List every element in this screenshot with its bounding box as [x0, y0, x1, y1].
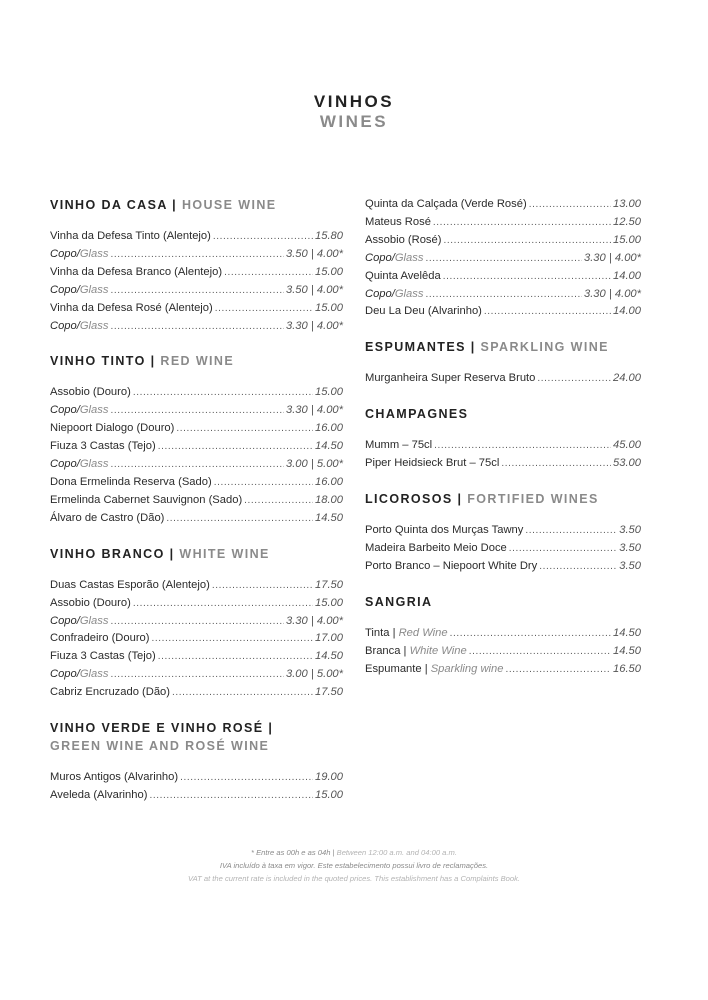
title-pt: VINHOS	[313, 92, 395, 111]
item-name: Mumm – 75cl	[365, 439, 433, 452]
dot-leader	[133, 595, 313, 613]
dot-leader	[509, 540, 617, 558]
menu-item	[50, 228, 343, 246]
item-price: 3.30 | 4.00*	[285, 319, 343, 332]
item-name	[50, 456, 108, 474]
dot-leader	[110, 318, 284, 336]
menu-item	[50, 438, 343, 456]
item-name: Duas Castas Esporão (Alentejo)	[50, 578, 210, 591]
menu-item	[365, 370, 641, 388]
menu-item	[50, 474, 343, 492]
menu-item	[365, 437, 641, 455]
item-name-en: Red Wine	[398, 626, 448, 639]
dot-leader	[501, 455, 611, 473]
item-price: 15.00	[315, 596, 343, 609]
menu-item	[365, 268, 641, 286]
section-title-pt: LICOROSOS	[365, 492, 453, 507]
section-title-pt: VINHO DA CASA	[50, 198, 168, 212]
item-name-pt: Espumante |	[365, 662, 431, 675]
dot-leader	[539, 558, 617, 576]
menu-section	[365, 593, 641, 679]
menu-item	[50, 456, 343, 474]
item-name	[50, 613, 108, 631]
menu-item	[365, 522, 641, 540]
dot-leader	[176, 420, 313, 438]
menu-item	[50, 510, 343, 528]
item-price: 17.50	[315, 686, 343, 699]
menu-section	[50, 545, 343, 702]
footnote-hours-pt: * Entre as 00h e as 04h |	[251, 848, 335, 857]
item-list	[365, 196, 641, 321]
menu-item	[50, 282, 343, 300]
dot-leader	[224, 264, 313, 282]
item-name: Álvaro de Castro (Dão)	[50, 511, 165, 524]
item-price: 14.50	[613, 626, 641, 639]
menu-section	[50, 719, 343, 805]
item-name-en: Glass	[394, 287, 424, 300]
section-title-pt: VINHO TINTO	[50, 354, 146, 369]
item-price: 15.80	[315, 230, 343, 242]
menu-item	[50, 264, 343, 282]
item-price: 45.00	[613, 439, 641, 452]
item-name-en: Sparkling wine	[430, 662, 504, 675]
menu-item	[50, 246, 343, 264]
menu-item	[365, 625, 641, 643]
item-price: 15.00	[613, 233, 641, 246]
menu-item	[50, 648, 343, 666]
dot-leader	[213, 228, 313, 246]
section-title-pt: VINHO BRANCO	[50, 546, 165, 561]
menu-item	[365, 558, 641, 576]
item-name: Quinta Avelêda	[365, 269, 441, 282]
item-name: Assobio (Douro)	[50, 386, 131, 399]
section-title-en: WHITE WINE	[179, 546, 270, 561]
item-name: Fiuza 3 Castas (Tejo)	[50, 440, 156, 453]
dot-leader	[450, 625, 611, 643]
item-name-en: Glass	[79, 283, 109, 296]
item-price: 3.50 | 4.00*	[285, 283, 343, 296]
item-name: Vinha da Defesa Tinto (Alentejo)	[50, 230, 211, 242]
item-price: 16.00	[315, 475, 343, 488]
item-price: 13.00	[613, 198, 641, 210]
dot-leader	[110, 666, 284, 684]
menu-section	[50, 196, 343, 335]
menu-section	[365, 490, 641, 576]
menu-item	[50, 613, 343, 631]
footnote	[0, 846, 708, 885]
dot-leader	[110, 402, 284, 420]
item-name: Ermelinda Cabernet Sauvignon (Sado)	[50, 493, 243, 506]
footnote-line-3: VAT at the current rate is included in the quoted prices. This establishment has a Complaints Book.	[187, 874, 521, 883]
section-title-separator: |	[452, 492, 468, 507]
item-price: 3.00 | 5.00*	[285, 668, 343, 681]
item-price: 3.00 | 5.00*	[285, 458, 343, 471]
dot-leader	[110, 456, 284, 474]
menu-item	[50, 630, 343, 648]
item-price: 15.00	[315, 386, 343, 399]
item-name-pt: Branca |	[365, 644, 410, 657]
item-name-en: Glass	[79, 458, 109, 471]
dot-leader	[433, 214, 611, 232]
title-en: WINES	[319, 112, 389, 131]
dot-leader	[443, 268, 611, 286]
item-name	[365, 661, 503, 679]
item-name-en: Glass	[79, 319, 109, 332]
item-name-pt: Copo/	[50, 319, 80, 332]
menu-item	[365, 214, 641, 232]
section-heading	[50, 352, 343, 370]
page-title	[0, 92, 708, 132]
dot-leader	[152, 630, 314, 648]
menu-section	[365, 338, 641, 388]
menu-item	[365, 661, 641, 679]
item-name-pt: Tinta |	[365, 626, 399, 639]
dot-leader	[425, 250, 582, 268]
item-price: 24.00	[613, 372, 641, 385]
dot-leader	[214, 474, 313, 492]
item-price: 19.00	[315, 771, 343, 784]
item-name-en: White Wine	[409, 644, 467, 657]
dot-leader	[180, 769, 313, 787]
item-list	[50, 577, 343, 702]
dot-leader	[215, 300, 313, 318]
item-list	[365, 625, 641, 679]
item-name-pt: Copo/	[365, 287, 395, 300]
dot-leader	[537, 370, 611, 388]
menu-item	[50, 577, 343, 595]
item-name: Mateus Rosé	[365, 215, 431, 228]
item-name: Confradeiro (Douro)	[50, 632, 150, 645]
menu-item	[50, 300, 343, 318]
item-name: Vinha da Defesa Branco (Alentejo)	[50, 265, 223, 278]
section-title-en: FORTIFIED WINES	[467, 492, 599, 507]
item-name-en: Glass	[79, 668, 109, 681]
section-heading	[365, 593, 641, 611]
item-price: 15.00	[315, 265, 343, 278]
item-name: Assobio (Douro)	[50, 596, 131, 609]
dot-leader	[505, 661, 611, 679]
item-name: Piper Heidsieck Brut – 75cl	[365, 457, 500, 470]
item-name-pt: Copo/	[50, 614, 80, 627]
item-price: 14.00	[613, 305, 641, 318]
dot-leader	[529, 196, 611, 214]
dot-leader	[133, 384, 313, 402]
dot-leader	[425, 286, 582, 304]
item-name	[50, 666, 108, 684]
section-heading	[50, 719, 343, 755]
item-name-en: Glass	[79, 247, 109, 260]
dot-leader	[158, 648, 313, 666]
item-name	[50, 282, 108, 300]
menu-section	[50, 352, 343, 527]
menu-section	[365, 405, 641, 473]
section-title-pt: ESPUMANTES	[365, 340, 466, 355]
item-name	[50, 318, 108, 336]
footnote-hours-en: Between 12:00 a.m. and 04:00 a.m.	[336, 848, 457, 857]
item-list	[365, 370, 641, 388]
dot-leader	[166, 510, 313, 528]
item-name: Assobio (Rosé)	[365, 233, 442, 246]
item-price: 3.30 | 4.00*	[285, 614, 343, 627]
item-list	[50, 384, 343, 527]
left-column	[50, 196, 343, 822]
section-title-pt: VINHO VERDE E VINHO ROSÉ |	[50, 721, 274, 736]
item-price: 3.30 | 4.00*	[285, 404, 343, 417]
item-name-en: Glass	[394, 251, 424, 264]
item-name-pt: Copo/	[365, 251, 395, 264]
item-list	[365, 437, 641, 473]
item-name: Deu La Deu (Alvarinho)	[365, 305, 482, 318]
item-name: Cabriz Encruzado (Dão)	[50, 686, 171, 699]
section-title-en: HOUSE WINE	[181, 198, 277, 212]
menu-item	[50, 492, 343, 510]
dot-leader	[212, 577, 313, 595]
item-name	[365, 625, 448, 643]
dot-leader	[469, 643, 611, 661]
item-price: 16.50	[613, 662, 641, 675]
item-price: 3.50	[619, 524, 641, 537]
item-price: 14.00	[613, 269, 641, 282]
menu-item	[50, 420, 343, 438]
menu-item	[365, 643, 641, 661]
section-title-pt: CHAMPAGNES	[365, 407, 469, 422]
dot-leader	[110, 246, 284, 264]
item-name: Dona Ermelinda Reserva (Sado)	[50, 475, 212, 488]
item-name-pt: Copo/	[50, 283, 80, 296]
dot-leader	[244, 492, 313, 510]
dot-leader	[443, 232, 611, 250]
item-price: 15.00	[315, 788, 343, 801]
menu-item	[50, 666, 343, 684]
menu-item	[365, 286, 641, 304]
item-price: 3.50 | 4.00*	[285, 247, 343, 260]
item-price: 12.50	[613, 215, 641, 228]
item-list	[50, 228, 343, 335]
footnote-line-1	[0, 846, 708, 859]
item-name: Porto Branco – Niepoort White Dry	[365, 559, 538, 572]
item-name: Niepoort Dialogo (Douro)	[50, 422, 175, 435]
item-name-pt: Copo/	[50, 247, 80, 260]
menu-item	[50, 787, 343, 805]
item-name: Murganheira Super Reserva Bruto	[365, 372, 536, 385]
item-price: 16.00	[315, 422, 343, 435]
item-name	[365, 286, 423, 304]
item-price: 14.50	[315, 511, 343, 524]
item-price: 53.00	[613, 457, 641, 470]
dot-leader	[525, 522, 617, 540]
section-title-en: SPARKLING WINE	[480, 340, 609, 355]
section-heading	[50, 196, 343, 214]
dot-leader	[158, 438, 313, 456]
menu-item	[365, 232, 641, 250]
item-price: 3.50	[619, 541, 641, 554]
item-name-pt: Copo/	[50, 404, 80, 417]
menu-item	[365, 196, 641, 214]
dot-leader	[484, 303, 611, 321]
section-title-separator: |	[164, 546, 180, 561]
item-name: Madeira Barbeito Meio Doce	[365, 541, 507, 554]
section-title-en: RED WINE	[160, 354, 235, 369]
section-title-en: GREEN WINE AND ROSÉ WINE	[50, 739, 270, 754]
section-title-separator: |	[465, 340, 481, 355]
item-price: 17.50	[315, 578, 343, 591]
dot-leader	[149, 787, 313, 805]
menu-item	[50, 595, 343, 613]
item-price: 3.30 | 4.00*	[583, 251, 641, 264]
footnote-line-2: IVA incluído à taxa em vigor. Este estabelecimento possui livro de reclamações.	[219, 861, 489, 870]
section-heading	[365, 338, 641, 356]
item-name: Porto Quinta dos Murças Tawny	[365, 524, 524, 537]
section-title-pt: SANGRIA	[365, 594, 433, 609]
item-price: 18.00	[315, 493, 343, 506]
dot-leader	[110, 282, 284, 300]
menu-item	[365, 250, 641, 268]
item-price: 14.50	[315, 650, 343, 663]
item-price: 14.50	[613, 644, 641, 657]
menu-item	[365, 455, 641, 473]
item-price: 3.50	[619, 559, 641, 572]
item-name: Aveleda (Alvarinho)	[50, 788, 148, 801]
right-column	[365, 196, 641, 696]
menu-section	[365, 196, 641, 321]
dot-leader	[110, 613, 284, 631]
dot-leader	[172, 684, 313, 702]
section-heading	[365, 405, 641, 423]
dot-leader	[434, 437, 611, 455]
menu-item	[365, 303, 641, 321]
item-name: Fiuza 3 Castas (Tejo)	[50, 650, 156, 663]
menu-item	[50, 402, 343, 420]
section-title-separator: |	[145, 354, 161, 369]
item-price: 15.00	[315, 301, 343, 314]
item-name: Vinha da Defesa Rosé (Alentejo)	[50, 301, 213, 314]
item-name	[365, 250, 423, 268]
item-price: 17.00	[315, 632, 343, 645]
item-price: 14.50	[315, 440, 343, 453]
section-title-separator: |	[167, 198, 182, 212]
section-heading	[50, 545, 343, 563]
item-name-en: Glass	[79, 614, 109, 627]
item-name: Quinta da Calçada (Verde Rosé)	[365, 198, 527, 210]
menu-item	[50, 684, 343, 702]
item-name-pt: Copo/	[50, 458, 80, 471]
menu-item	[50, 769, 343, 787]
item-name-en: Glass	[79, 404, 109, 417]
item-list	[365, 522, 641, 576]
section-heading	[365, 490, 641, 508]
item-name	[365, 643, 467, 661]
item-name-pt: Copo/	[50, 668, 80, 681]
menu-item	[365, 540, 641, 558]
item-name	[50, 402, 108, 420]
menu-item	[50, 384, 343, 402]
menu-item	[50, 318, 343, 336]
item-price: 3.30 | 4.00*	[583, 287, 641, 300]
item-name	[50, 246, 108, 264]
item-list	[50, 769, 343, 805]
item-name: Muros Antigos (Alvarinho)	[50, 771, 179, 784]
